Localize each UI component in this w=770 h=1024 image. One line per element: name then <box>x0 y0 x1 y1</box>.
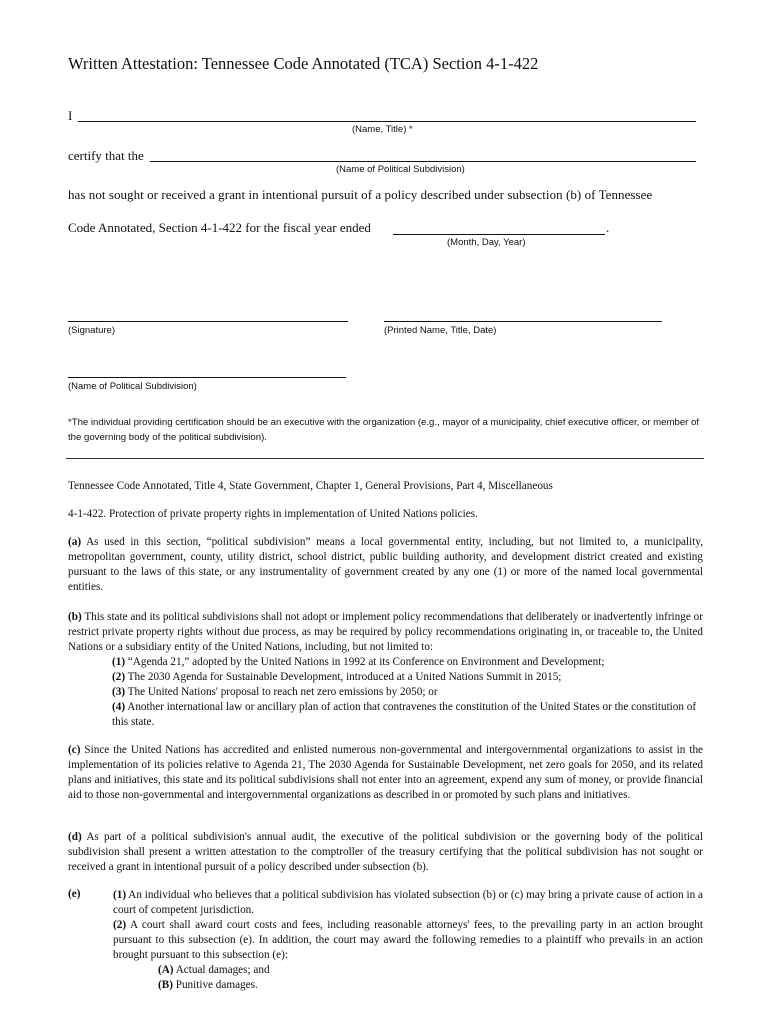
political-subdivision-field-2[interactable] <box>68 377 346 378</box>
item-label: (2) <box>112 671 126 683</box>
subsection-b-item-4 <box>68 700 703 730</box>
item-label: (3) <box>112 686 126 698</box>
subsection-a-text: As used in this section, “political subdivision” means a local governmental entity, including, but not limited to, a municipality, metropolitan government, county, utility district, school district, public building authority, and development district created and existing pursuant to the laws of this state, or any instrumentality of government created by any one (1) or more of the named local governmental entities. <box>68 536 703 593</box>
statement-period: . <box>606 220 610 235</box>
statute-heading: Tennessee Code Annotated, Title 4, State Government, Chapter 1, General Provisions, Part 4, Miscellaneous <box>68 480 553 492</box>
item-label: (1) <box>112 656 126 668</box>
political-subdivision-field[interactable] <box>150 161 696 162</box>
subsection-d-text: As part of a political subdivision's annual audit, the executive of the political subdivision or the governing body of the political subdivision shall present a written attestation to the comptroller of the treasury certifying that the political subdivision has not sought or received a grant in intentional pursuit of a policy described under subsection (b). <box>68 831 703 873</box>
subsection-c <box>68 743 703 803</box>
subsection-e-2 <box>113 918 703 963</box>
i-label: I <box>68 108 73 123</box>
fiscal-year-date-field[interactable] <box>393 234 605 235</box>
divider <box>66 458 704 459</box>
name-title-caption: (Name, Title) * <box>352 124 413 135</box>
subsection-d <box>68 830 703 875</box>
political-subdivision-caption: (Name of Political Subdivision) <box>336 164 465 175</box>
subsection-d-label: (d) <box>68 831 82 843</box>
subsection-c-text: Since the United Nations has accredited and enlisted numerous non-governmental and intergovernmental organizations to assist in the implementation of its policies relative to Agenda 21, The 2030 Agenda for Sustainable Development, net zero goals for 2050, and its related plans and initiatives, this state and its political subdivisions shall not enter into an agreement, expend any sum of money, or provide financial aid to those non-governmental and intergovernmental organizations as described in or promoted by such plans and initiatives. <box>68 744 704 801</box>
signature-caption: (Signature) <box>68 325 115 336</box>
statement-line-2: Code Annotated, Section 4-1-422 for the fiscal year ended <box>68 220 371 235</box>
subsection-b <box>68 610 703 655</box>
subsection-b-item-2 <box>68 670 703 685</box>
item-label: (2) <box>113 919 127 931</box>
document-title: Written Attestation: Tennessee Code Annotated (TCA) Section 4-1-422 <box>68 54 539 73</box>
subsection-b-item-3 <box>68 685 703 700</box>
item-label: (A) <box>158 964 174 976</box>
item-text: Another international law or ancillary plan of action that contravenes the constitution of the United States or the constitution of this state. <box>112 701 697 728</box>
name-title-field[interactable] <box>78 121 696 122</box>
subsection-b-label: (b) <box>68 611 82 623</box>
item-text: A court shall award court costs and fees, including reasonable attorneys' fees, to the prevailing party in an action brought pursuant to this subsection (e). In addition, the court may award the following remedies to a plaintiff who prevails in an action brought pursuant to this subsection (e): <box>113 919 703 961</box>
subsection-b-item-1 <box>68 655 703 670</box>
item-text: The 2030 Agenda for Sustainable Development, introduced at a United Nations Summit in 2015; <box>127 671 562 683</box>
certify-label: certify that the <box>68 148 144 163</box>
statement-line-1: has not sought or received a grant in intentional pursuit of a policy described under subsection (b) of Tennessee <box>68 187 653 202</box>
printed-name-caption: (Printed Name, Title, Date) <box>384 325 497 336</box>
item-text: “Agenda 21,” adopted by the United Nations in 1992 at its Conference on Environment and Development; <box>127 656 605 668</box>
subsection-e-2-a <box>158 963 698 978</box>
subsection-e-label: (e) <box>68 888 81 900</box>
item-text: Actual damages; and <box>175 964 270 976</box>
section-title: 4-1-422. Protection of private property rights in implementation of United Nations policies. <box>68 508 478 520</box>
subsection-a-label: (a) <box>68 536 82 548</box>
subsection-e-2-b <box>158 978 698 993</box>
item-text: An individual who believes that a political subdivision has violated subsection (b) or (c) may bring a private cause of action in a court of competent jurisdiction. <box>113 889 703 916</box>
political-subdivision-caption-2: (Name of Political Subdivision) <box>68 381 197 392</box>
subsection-e-1 <box>113 888 703 918</box>
date-caption: (Month, Day, Year) <box>447 237 526 248</box>
subsection-b-text: This state and its political subdivisions shall not adopt or implement policy recommendations that deliberately or inadvertently infringe or restrict private property rights without due process, as may be required by policy recommendations originating in, or traceable to, the United Nations or a subsidiary entity of the United Nations, including, but not limited to: <box>68 611 703 653</box>
item-label: (1) <box>113 889 127 901</box>
item-label: (4) <box>112 701 126 713</box>
subsection-a <box>68 535 703 595</box>
footnote: *The individual providing certification should be an executive with the organization (e.g., mayor of a municipality, chief executive officer, or member of the governing body of the political subdivision). <box>68 417 700 443</box>
signature-field[interactable] <box>68 321 348 322</box>
item-label: (B) <box>158 979 173 991</box>
item-text: The United Nations' proposal to reach net zero emissions by 2050; or <box>127 686 438 698</box>
item-text: Punitive damages. <box>175 979 258 991</box>
printed-name-field[interactable] <box>384 321 662 322</box>
subsection-c-label: (c) <box>68 744 81 756</box>
